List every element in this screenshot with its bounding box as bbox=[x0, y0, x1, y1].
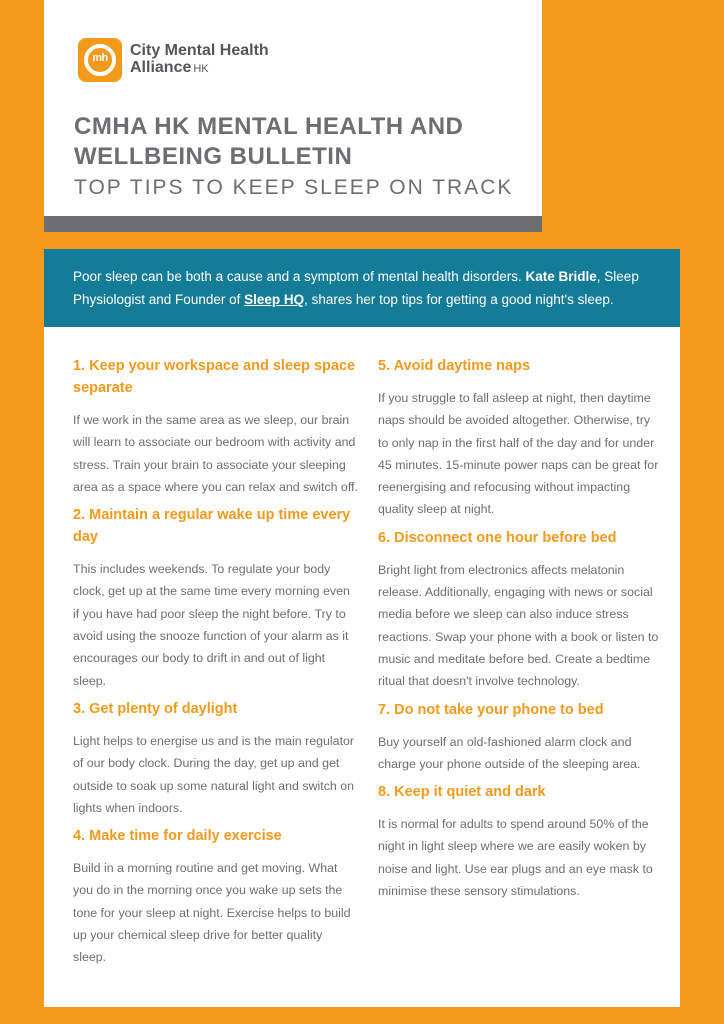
cmha-logo bbox=[78, 38, 269, 82]
tip-heading: 5. Avoid daytime naps bbox=[378, 358, 531, 374]
page-title: CMHA HK MENTAL HEALTH AND WELLBEING BULLETIN bbox=[74, 113, 464, 170]
intro-text: Poor sleep can be both a cause and a symptom of mental health disorders. bbox=[73, 269, 526, 284]
tip-heading: 3. Get plenty of daylight bbox=[73, 700, 238, 717]
page-subtitle: TOP TIPS TO KEEP SLEEP ON TRACK bbox=[74, 176, 514, 199]
tips-column-right bbox=[378, 355, 663, 908]
header-card bbox=[44, 0, 542, 216]
tip-body: It is normal for adults to spend around 50% of the night in light sleep where we are easily woken by noise and light. Use ear plugs and an eye mask to minimise these sensory stimulations. bbox=[378, 817, 653, 899]
tips-column-left bbox=[73, 355, 358, 975]
tip-body: This includes weekends. To regulate your body clock, get up at the same time every morning even if you have had poor sleep the night before. Try to avoid using the snooze function of your alarm as it encourages our body to drift in and out of light sleep. bbox=[73, 562, 350, 688]
logo-suffix: HK bbox=[193, 63, 209, 75]
logo-name-line2: Alliance bbox=[130, 59, 192, 76]
cmha-logo-icon: mh bbox=[78, 38, 122, 82]
author-name: Kate Bridle bbox=[525, 269, 597, 284]
tip-heading: 1. Keep your workspace and sleep space separate bbox=[73, 358, 356, 396]
tip-body: If we work in the same area as we sleep, our brain will learn to associate our bedroom with activity and stress. Train your brain to associate your sleeping area as a space where you can relax and switch off. bbox=[73, 413, 358, 494]
tip-body: Light helps to energise us and is the main regulator of our body clock. During the day, get up and get outside to soak up some natural light and switch on lights when indoors. bbox=[73, 733, 355, 815]
sleep-hq-link[interactable]: Sleep HQ bbox=[244, 292, 305, 307]
tip-body: Buy yourself an old-fashioned alarm clock and charge your phone outside of the sleeping area. bbox=[378, 734, 641, 771]
tip-body: Bright light from electronics affects melatonin release. Additionally, engaging with news or social media before we sleep can also induce stress reactions. Swap your phone with a book or listen to music and meditate before bed. Create a bedtime ritual that doesn't involve technology. bbox=[378, 562, 659, 689]
intro-text-end: , shares her top tips for getting a good night's sleep. bbox=[304, 292, 614, 307]
header-divider-bar bbox=[44, 216, 542, 232]
tip-body: If you struggle to fall asleep at night, then daytime naps should be avoided altogether. Otherwise, try to only nap in the first half of the day and for under 45 minutes. 15-minute power naps can be great for reenergising and refocusing without impacting quality sleep at night. bbox=[378, 391, 659, 517]
tips-content bbox=[44, 327, 680, 1007]
tip-heading: 8. Keep it quiet and dark bbox=[378, 784, 546, 801]
intro-banner bbox=[44, 249, 680, 327]
tip-heading: 7. Do not take your phone to bed bbox=[378, 701, 604, 718]
intro-text-middle: , Sleep Physiologist and Founder of bbox=[73, 269, 639, 307]
tip-heading: 4. Make time for daily exercise bbox=[73, 828, 282, 845]
tip-heading: 2. Maintain a regular wake up time every day bbox=[73, 507, 351, 546]
logo-name-line1: City Mental Health bbox=[130, 42, 269, 59]
tip-heading: 6. Disconnect one hour before bed bbox=[378, 529, 617, 546]
tip-body: Build in a morning routine and get moving. What you do in the morning once you wake up sets the tone for your sleep at night. Exercise helps to build up your chemical sleep drive for better quality sleep. bbox=[73, 861, 351, 965]
